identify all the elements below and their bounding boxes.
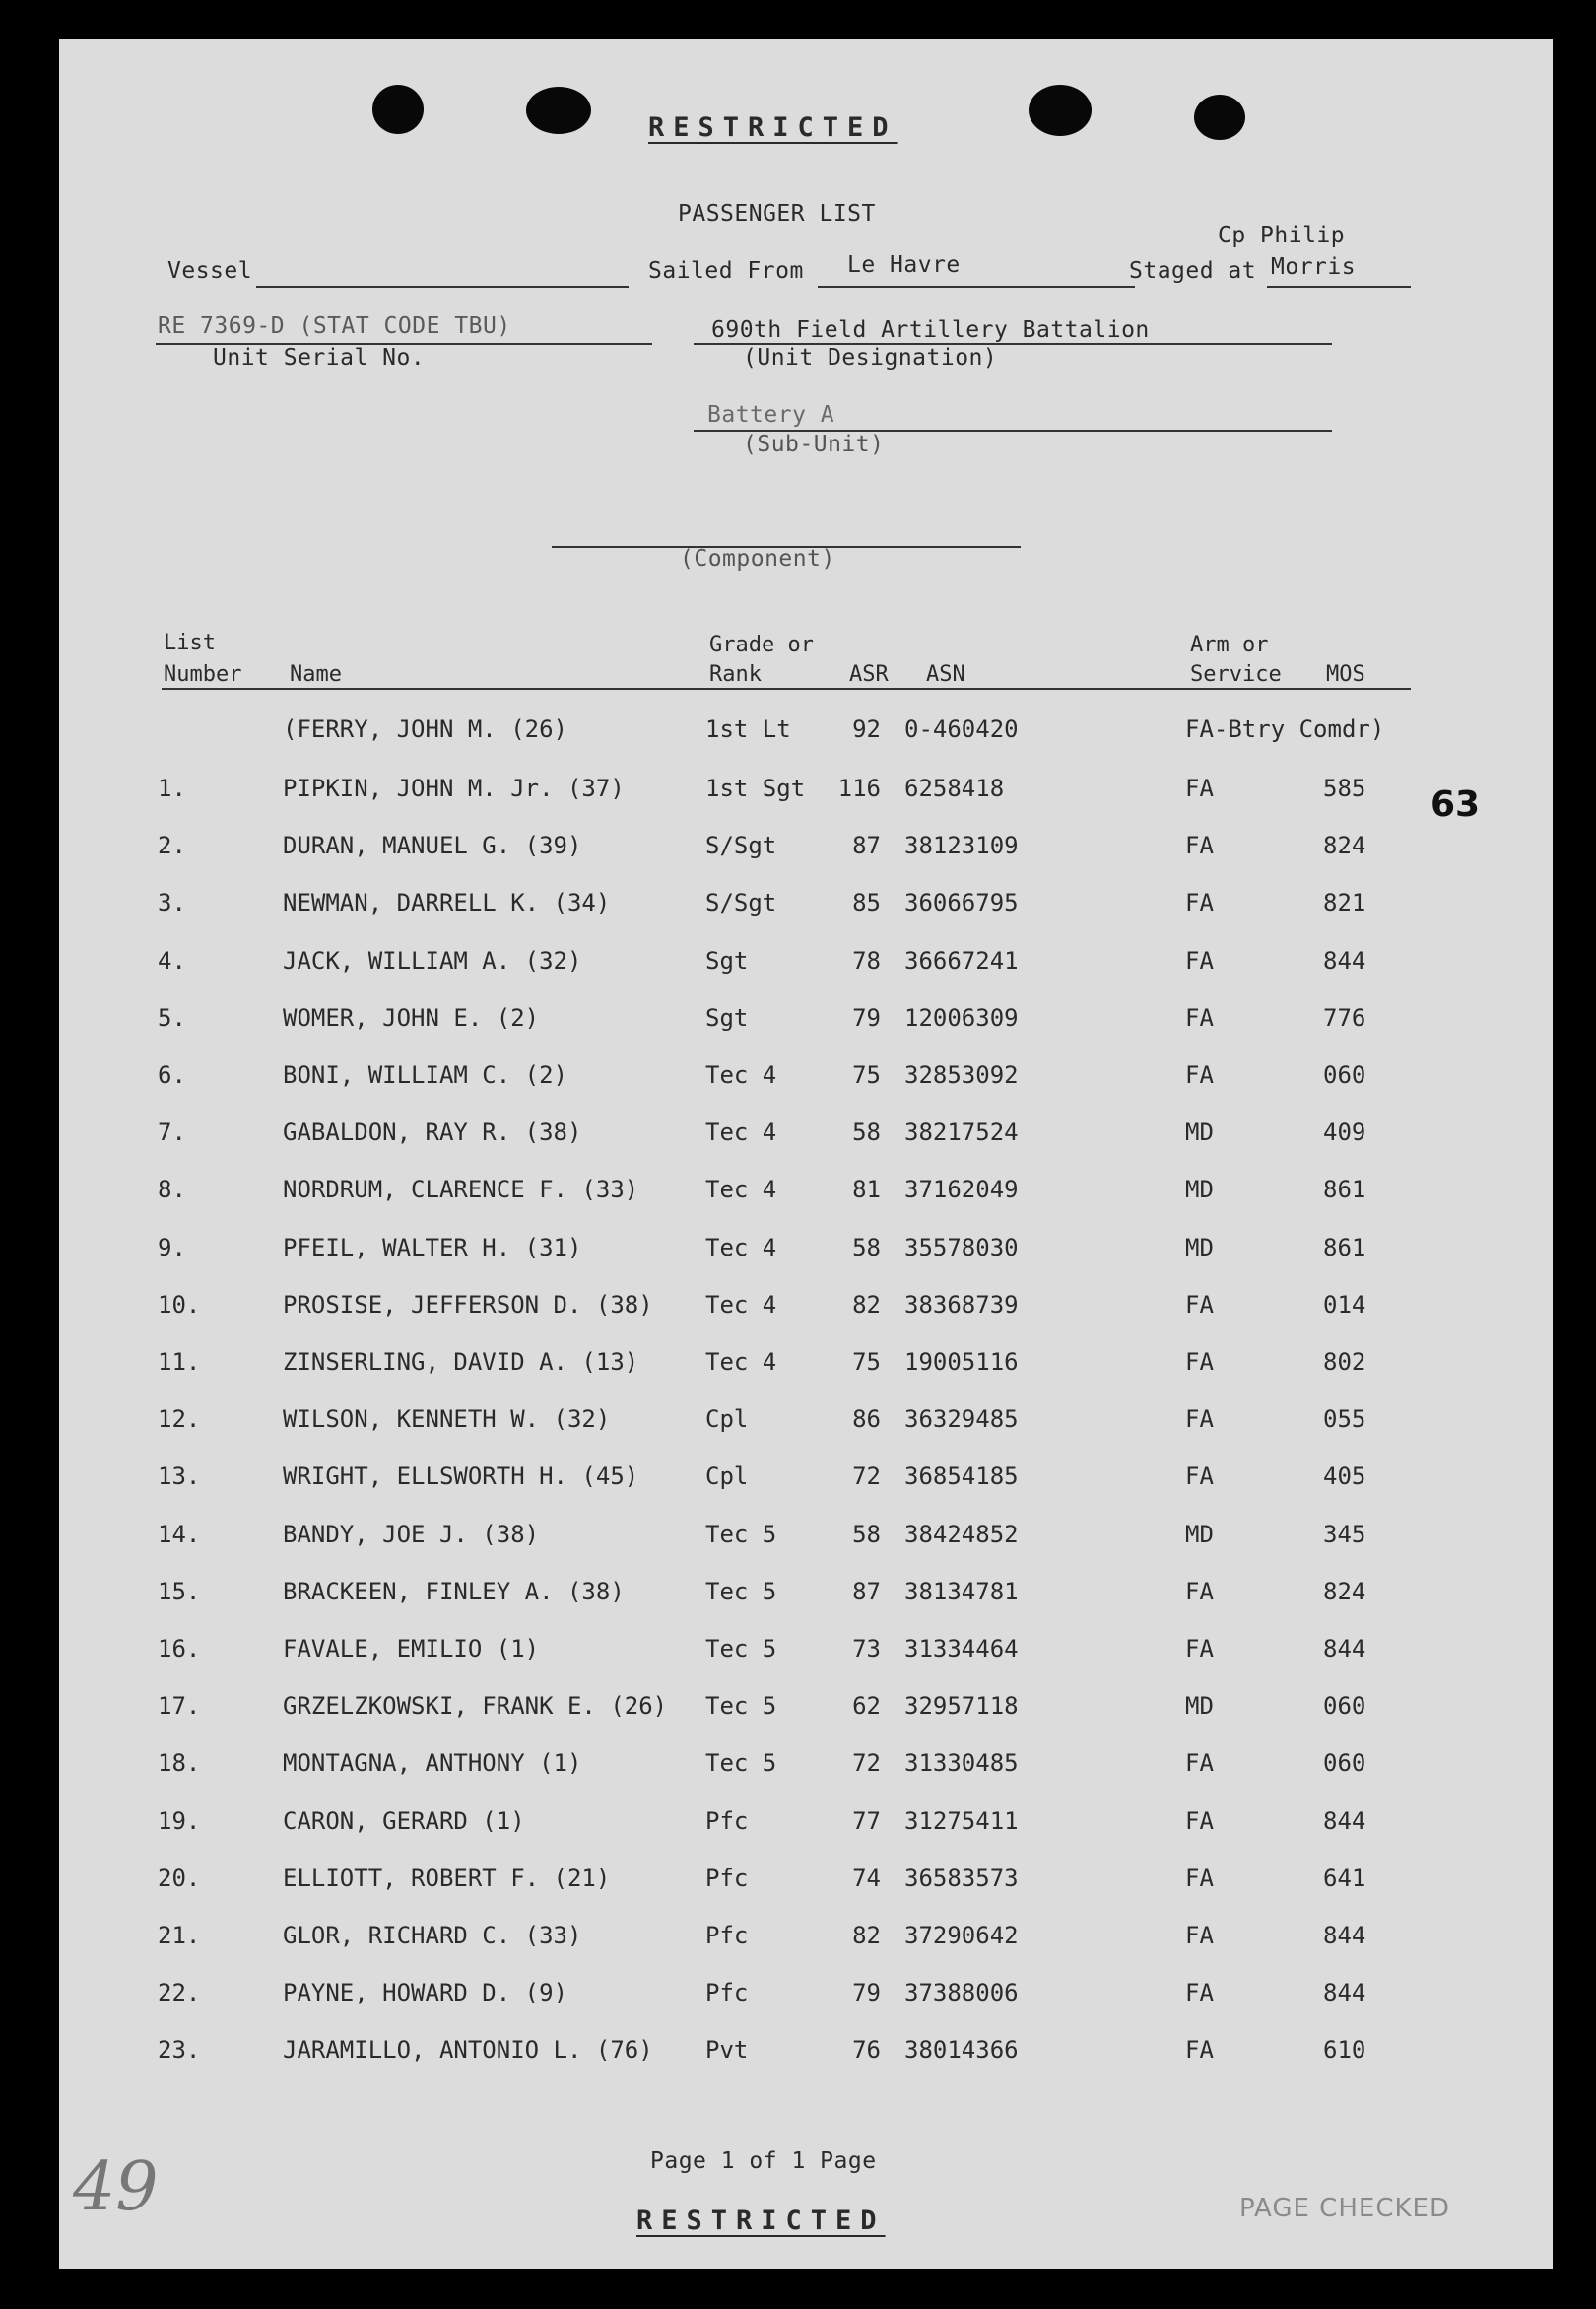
row-asr: 116 xyxy=(837,775,881,802)
sailed-from-value: Le Havre xyxy=(847,252,961,278)
row-arm: FA xyxy=(1185,775,1214,802)
punch-hole xyxy=(1029,85,1092,136)
row-asn: 37290642 xyxy=(904,1922,1019,1949)
row-number: 13. xyxy=(158,1462,201,1490)
row-asr: 85 xyxy=(852,889,881,917)
row-number: 15. xyxy=(158,1578,201,1605)
col-asr: ASR xyxy=(849,662,889,687)
row-mos: 844 xyxy=(1323,1979,1366,2006)
row-name: NEWMAN, DARRELL K. (34) xyxy=(283,889,611,917)
component-label: (Component) xyxy=(680,546,835,572)
row-number: 2. xyxy=(158,832,186,859)
row-name: DURAN, MANUEL G. (39) xyxy=(283,832,582,859)
col-list-number-2: Number xyxy=(164,662,242,687)
row-asn: 35578030 xyxy=(904,1234,1019,1261)
row-grade: Tec 4 xyxy=(705,1176,777,1203)
row-number: 3. xyxy=(158,889,186,917)
row-grade: Sgt xyxy=(705,1004,749,1032)
unit-designation-value: 690th Field Artillery Battalion xyxy=(711,317,1150,343)
row-mos: 585 xyxy=(1323,775,1366,802)
table-row xyxy=(0,889,1596,928)
row-asr: 58 xyxy=(852,1521,881,1548)
row-arm: FA xyxy=(1185,832,1214,859)
row-number: 11. xyxy=(158,1348,201,1376)
row-number: 9. xyxy=(158,1234,186,1261)
col-mos: MOS xyxy=(1326,662,1365,687)
row-asn: 37162049 xyxy=(904,1176,1019,1203)
row-mos: 409 xyxy=(1323,1119,1366,1146)
staged-at-label: Staged at xyxy=(1129,258,1257,284)
row-mos: 844 xyxy=(1323,947,1366,975)
col-grade-1: Grade or xyxy=(709,633,814,657)
table-row xyxy=(0,1749,1596,1789)
form-title: PASSENGER LIST xyxy=(678,201,876,227)
row-asr: 58 xyxy=(852,1119,881,1146)
row-asr: 78 xyxy=(852,947,881,975)
row-arm: FA xyxy=(1185,1462,1214,1490)
row-arm: FA xyxy=(1185,1635,1214,1663)
row-arm: FA xyxy=(1185,1578,1214,1605)
row-number: 20. xyxy=(158,1865,201,1892)
row-asn: 31275411 xyxy=(904,1807,1019,1835)
row-name: CARON, GERARD (1) xyxy=(283,1807,525,1835)
commander-name: (FERRY, JOHN M. (26) xyxy=(283,715,567,743)
table-row xyxy=(0,1807,1596,1847)
table-row xyxy=(0,1635,1596,1674)
row-number: 12. xyxy=(158,1405,201,1433)
row-asn: 6258418 xyxy=(904,775,1005,802)
row-asr: 76 xyxy=(852,2036,881,2064)
row-asr: 82 xyxy=(852,1922,881,1949)
row-mos: 824 xyxy=(1323,832,1366,859)
row-name: FAVALE, EMILIO (1) xyxy=(283,1635,540,1663)
row-name: MONTAGNA, ANTHONY (1) xyxy=(283,1749,582,1777)
row-asr: 86 xyxy=(852,1405,881,1433)
row-number: 21. xyxy=(158,1922,201,1949)
row-grade: Tec 5 xyxy=(705,1692,777,1720)
table-row xyxy=(0,1234,1596,1273)
row-name: WOMER, JOHN E. (2) xyxy=(283,1004,540,1032)
row-arm: MD xyxy=(1185,1234,1214,1261)
row-arm: MD xyxy=(1185,1176,1214,1203)
table-row xyxy=(0,1119,1596,1158)
row-asn: 37388006 xyxy=(904,1979,1019,2006)
vessel-line xyxy=(256,286,629,288)
table-row xyxy=(0,1291,1596,1330)
row-grade: Sgt xyxy=(705,947,749,975)
row-asr: 72 xyxy=(852,1749,881,1777)
row-number: 1. xyxy=(158,775,186,802)
row-name: BANDY, JOE J. (38) xyxy=(283,1521,540,1548)
row-name: PIPKIN, JOHN M. Jr. (37) xyxy=(283,775,625,802)
row-name: ELLIOTT, ROBERT F. (21) xyxy=(283,1865,611,1892)
table-row xyxy=(0,775,1596,814)
row-asr: 58 xyxy=(852,1234,881,1261)
col-name: Name xyxy=(290,662,342,687)
unit-designation-label: (Unit Designation) xyxy=(743,345,998,371)
row-grade: Tec 4 xyxy=(705,1119,777,1146)
row-asn: 32957118 xyxy=(904,1692,1019,1720)
classification-top: RESTRICTED xyxy=(648,112,898,143)
row-mos: 861 xyxy=(1323,1234,1366,1261)
table-row xyxy=(0,1578,1596,1617)
row-mos: 060 xyxy=(1323,1749,1366,1777)
row-number: 17. xyxy=(158,1692,201,1720)
row-asr: 82 xyxy=(852,1291,881,1319)
table-row xyxy=(0,1176,1596,1215)
row-mos: 014 xyxy=(1323,1291,1366,1319)
row-number: 18. xyxy=(158,1749,201,1777)
row-name: WRIGHT, ELLSWORTH H. (45) xyxy=(283,1462,639,1490)
row-grade: Pfc xyxy=(705,1979,749,2006)
col-list-number-1: List xyxy=(164,631,216,655)
row-asr: 72 xyxy=(852,1462,881,1490)
row-asn: 38123109 xyxy=(904,832,1019,859)
row-grade: Tec 4 xyxy=(705,1061,777,1089)
row-arm: FA xyxy=(1185,1979,1214,2006)
row-number: 22. xyxy=(158,1979,201,2006)
row-grade: Pfc xyxy=(705,1922,749,1949)
margin-number: 63 xyxy=(1430,784,1481,825)
row-mos: 824 xyxy=(1323,1578,1366,1605)
row-asn: 38014366 xyxy=(904,2036,1019,2064)
row-number: 16. xyxy=(158,1635,201,1663)
table-row xyxy=(0,832,1596,871)
row-name: JACK, WILLIAM A. (32) xyxy=(283,947,582,975)
row-arm: FA xyxy=(1185,947,1214,975)
row-grade: Tec 4 xyxy=(705,1291,777,1319)
row-mos: 610 xyxy=(1323,2036,1366,2064)
row-asn: 31330485 xyxy=(904,1749,1019,1777)
table-row xyxy=(0,1865,1596,1904)
row-name: BRACKEEN, FINLEY A. (38) xyxy=(283,1578,625,1605)
staged-at-value-line1: Cp Philip xyxy=(1218,223,1346,248)
staged-at-value-line2: Morris xyxy=(1271,254,1357,280)
sailed-from-label: Sailed From xyxy=(648,258,804,284)
row-asn: 36329485 xyxy=(904,1405,1019,1433)
row-mos: 844 xyxy=(1323,1922,1366,1949)
row-arm: FA xyxy=(1185,2036,1214,2064)
sub-unit-value: Battery A xyxy=(707,402,835,428)
unit-serial-label: Unit Serial No. xyxy=(213,345,426,371)
row-name: WILSON, KENNETH W. (32) xyxy=(283,1405,611,1433)
row-asr: 81 xyxy=(852,1176,881,1203)
table-row xyxy=(0,947,1596,986)
row-grade: Tec 5 xyxy=(705,1521,777,1548)
row-asr: 74 xyxy=(852,1865,881,1892)
row-asn: 36583573 xyxy=(904,1865,1019,1892)
row-number: 5. xyxy=(158,1004,186,1032)
sub-unit-label: (Sub-Unit) xyxy=(743,432,885,457)
table-row xyxy=(0,1521,1596,1560)
row-asr: 73 xyxy=(852,1635,881,1663)
row-name: PFEIL, WALTER H. (31) xyxy=(283,1234,582,1261)
row-name: PAYNE, HOWARD D. (9) xyxy=(283,1979,567,2006)
row-grade: Tec 4 xyxy=(705,1348,777,1376)
row-asr: 87 xyxy=(852,1578,881,1605)
row-number: 10. xyxy=(158,1291,201,1319)
row-grade: Tec 5 xyxy=(705,1749,777,1777)
row-arm: MD xyxy=(1185,1692,1214,1720)
row-asn: 36667241 xyxy=(904,947,1019,975)
row-mos: 844 xyxy=(1323,1807,1366,1835)
table-row xyxy=(0,1348,1596,1388)
row-asn: 38368739 xyxy=(904,1291,1019,1319)
row-asr: 79 xyxy=(852,1004,881,1032)
commander-asr: 92 xyxy=(852,715,881,743)
row-grade: Cpl xyxy=(705,1405,749,1433)
row-arm: FA xyxy=(1185,1004,1214,1032)
row-name: GABALDON, RAY R. (38) xyxy=(283,1119,582,1146)
table-row xyxy=(0,1061,1596,1101)
row-mos: 802 xyxy=(1323,1348,1366,1376)
row-mos: 345 xyxy=(1323,1521,1366,1548)
row-arm: FA xyxy=(1185,889,1214,917)
row-grade: Tec 4 xyxy=(705,1234,777,1261)
row-mos: 060 xyxy=(1323,1692,1366,1720)
table-row xyxy=(0,1405,1596,1445)
row-name: JARAMILLO, ANTONIO L. (76) xyxy=(283,2036,653,2064)
row-arm: FA xyxy=(1185,1865,1214,1892)
row-asr: 75 xyxy=(852,1348,881,1376)
vessel-label: Vessel xyxy=(167,258,253,284)
page-checked-stamp: PAGE CHECKED xyxy=(1239,2194,1450,2223)
table-row xyxy=(0,1004,1596,1044)
row-asn: 19005116 xyxy=(904,1348,1019,1376)
row-name: GRZELZKOWSKI, FRANK E. (26) xyxy=(283,1692,668,1720)
row-mos: 861 xyxy=(1323,1176,1366,1203)
row-asn: 36066795 xyxy=(904,889,1019,917)
table-row xyxy=(0,1979,1596,2018)
row-arm: FA xyxy=(1185,1749,1214,1777)
row-arm: FA xyxy=(1185,1807,1214,1835)
commander-grade: 1st Lt xyxy=(705,715,791,743)
commander-arm: FA-Btry Comdr) xyxy=(1185,715,1385,743)
row-number: 14. xyxy=(158,1521,201,1548)
row-mos: 055 xyxy=(1323,1405,1366,1433)
row-mos: 641 xyxy=(1323,1865,1366,1892)
row-mos: 405 xyxy=(1323,1462,1366,1490)
row-number: 19. xyxy=(158,1807,201,1835)
row-mos: 060 xyxy=(1323,1061,1366,1089)
row-grade: Tec 5 xyxy=(705,1578,777,1605)
table-row xyxy=(0,2036,1596,2075)
row-grade: S/Sgt xyxy=(705,889,777,917)
row-name: GLOR, RICHARD C. (33) xyxy=(283,1922,582,1949)
row-name: PROSISE, JEFFERSON D. (38) xyxy=(283,1291,653,1319)
row-grade: Pfc xyxy=(705,1865,749,1892)
row-asr: 77 xyxy=(852,1807,881,1835)
row-grade: Tec 5 xyxy=(705,1635,777,1663)
row-grade: 1st Sgt xyxy=(705,775,806,802)
row-mos: 844 xyxy=(1323,1635,1366,1663)
row-arm: FA xyxy=(1185,1061,1214,1089)
row-number: 6. xyxy=(158,1061,186,1089)
table-row xyxy=(0,1692,1596,1732)
row-grade: S/Sgt xyxy=(705,832,777,859)
row-mos: 821 xyxy=(1323,889,1366,917)
col-arm-2: Service xyxy=(1190,662,1282,687)
row-asr: 79 xyxy=(852,1979,881,2006)
row-mos: 776 xyxy=(1323,1004,1366,1032)
unit-serial-value: RE 7369-D (STAT CODE TBU) xyxy=(158,313,511,339)
header-rule xyxy=(162,688,1411,690)
page-info: Page 1 of 1 Page xyxy=(650,2148,877,2174)
row-asn: 38134781 xyxy=(904,1578,1019,1605)
col-asn: ASN xyxy=(926,662,965,687)
row-number: 4. xyxy=(158,947,186,975)
row-arm: FA xyxy=(1185,1922,1214,1949)
punch-hole xyxy=(372,85,424,134)
row-asr: 62 xyxy=(852,1692,881,1720)
col-arm-1: Arm or xyxy=(1190,633,1269,657)
commander-asn: 0-460420 xyxy=(904,715,1019,743)
row-arm: FA xyxy=(1185,1405,1214,1433)
staged-at-line xyxy=(1267,286,1411,288)
col-grade-2: Rank xyxy=(709,662,762,687)
row-asn: 38424852 xyxy=(904,1521,1019,1548)
row-asn: 12006309 xyxy=(904,1004,1019,1032)
table-row xyxy=(0,1462,1596,1502)
row-name: NORDRUM, CLARENCE F. (33) xyxy=(283,1176,639,1203)
commander-row xyxy=(0,715,1596,755)
row-asn: 38217524 xyxy=(904,1119,1019,1146)
row-arm: MD xyxy=(1185,1119,1214,1146)
row-arm: FA xyxy=(1185,1348,1214,1376)
row-number: 8. xyxy=(158,1176,186,1203)
row-asr: 75 xyxy=(852,1061,881,1089)
punch-hole xyxy=(526,87,591,134)
row-arm: FA xyxy=(1185,1291,1214,1319)
row-grade: Pvt xyxy=(705,2036,749,2064)
sailed-from-line xyxy=(818,286,1135,288)
row-name: BONI, WILLIAM C. (2) xyxy=(283,1061,567,1089)
classification-bottom: RESTRICTED xyxy=(636,2206,886,2236)
row-asr: 87 xyxy=(852,832,881,859)
row-asn: 32853092 xyxy=(904,1061,1019,1089)
row-asn: 36854185 xyxy=(904,1462,1019,1490)
handwritten-number: 49 xyxy=(73,2148,159,2226)
row-number: 7. xyxy=(158,1119,186,1146)
row-number: 23. xyxy=(158,2036,201,2064)
punch-hole xyxy=(1194,95,1245,140)
row-arm: MD xyxy=(1185,1521,1214,1548)
row-name: ZINSERLING, DAVID A. (13) xyxy=(283,1348,639,1376)
row-grade: Cpl xyxy=(705,1462,749,1490)
table-row xyxy=(0,1922,1596,1961)
row-asn: 31334464 xyxy=(904,1635,1019,1663)
row-grade: Pfc xyxy=(705,1807,749,1835)
